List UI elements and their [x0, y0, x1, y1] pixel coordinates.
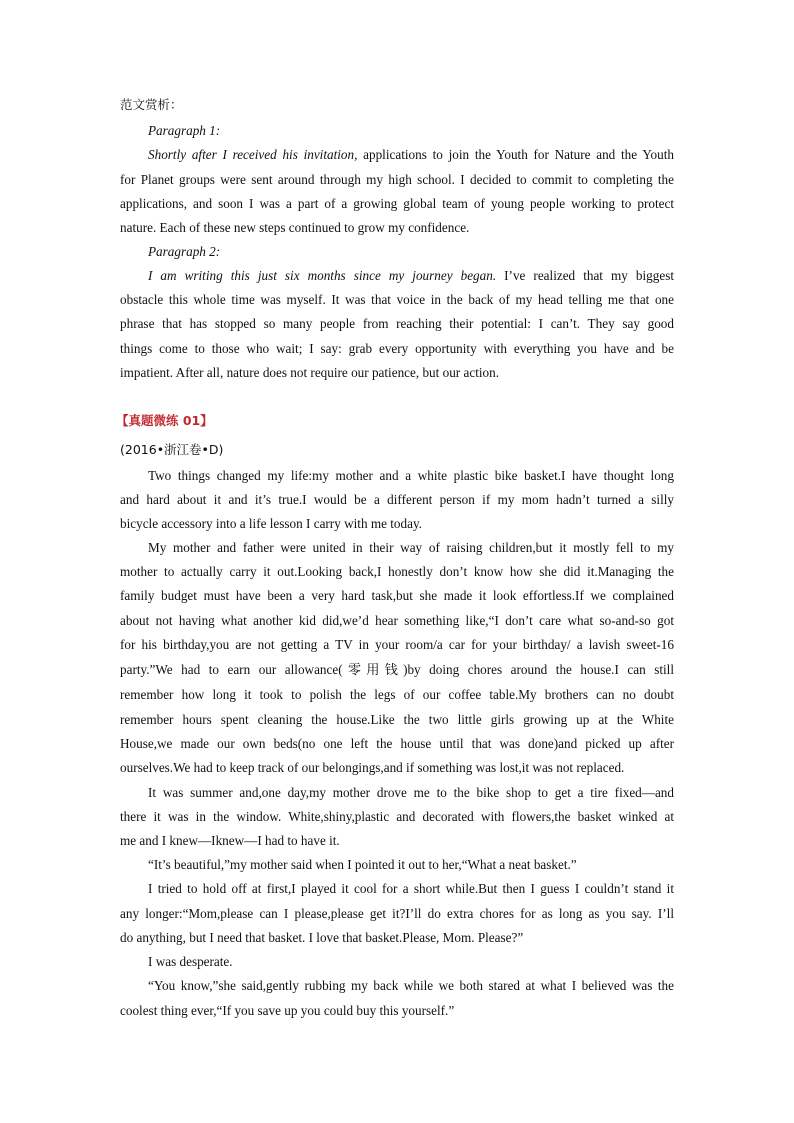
- paragraph-1-line: applications, and soon I was a part of a growing global team of young people working to protect: [120, 196, 674, 211]
- passage-line: bicycle accessory into a life lesson I carry with me today.: [120, 516, 422, 531]
- passage-line: My mother and father were united in their way of raising children,but it mostly fell to my: [148, 540, 674, 555]
- paragraph-2-lead: I am writing this just six months since my journey began.: [148, 268, 497, 283]
- paragraph-1-line-rest: applications to join the Youth for Nature and the Youth: [357, 147, 674, 162]
- paragraph-2-line: phrase that has stopped so many people from reaching their potential: I can’t. They say good: [120, 316, 674, 331]
- passage-line: for his birthday,you are not getting a TV in your room/a car for your birthday/ a lavish sweet-16: [120, 637, 674, 652]
- paragraph-1-label: Paragraph 1:: [148, 123, 221, 138]
- passage-line: about not having what another kid did,we’d hear something like,“I don’t care what so-and-so got: [120, 613, 674, 628]
- paragraph-1-lead: Shortly after I received his invitation,: [148, 147, 358, 162]
- passage-line: I was desperate.: [148, 954, 233, 969]
- passage-line: Two things changed my life:my mother and a white plastic bike basket.I have thought long: [148, 468, 674, 483]
- passage-line: any longer:“Mom,please can I please,please get it?I’ll do extra chores for as long as you say. I’ll: [120, 906, 674, 921]
- passage-line: It was summer and,one day,my mother drove me to the bike shop to get a tire fixed—and: [148, 785, 674, 800]
- passage-line: do anything, but I need that basket. I love that basket.Please, Mom. Please?”: [120, 930, 524, 945]
- passage-line: I tried to hold off at first,I played it cool for a short while.But then I guess I couldn’t stand it: [148, 881, 674, 896]
- passage-line: “It’s beautiful,”my mother said when I pointed it out to her,“What a neat basket.”: [148, 857, 577, 872]
- paragraph-2-line: impatient. After all, nature does not require our patience, but our action.: [120, 365, 500, 380]
- passage-line: me and I knew—Iknew—I had to have it.: [120, 833, 340, 848]
- passage-line: ourselves.We had to keep track of our belongings,and if something was lost,it was not replaced.: [120, 760, 625, 775]
- passage-line: coolest thing ever,“If you save up you could buy this yourself.”: [120, 1003, 455, 1018]
- passage-line: remember how long it took to polish the legs of our coffee table.My brothers can no doubt: [120, 687, 674, 702]
- passage-line: and hard about it and it’s true.I would be a different person if my mom hadn’t turned a silly: [120, 492, 674, 507]
- section-heading: 范文赏析：: [120, 97, 183, 112]
- paragraph-2-line: [148, 268, 674, 284]
- paragraph-2-line-rest: I’ve realized that my biggest: [496, 268, 674, 283]
- passage-line: mother to actually carry it out.Looking back,I honestly don’t know how she did it.Managing the: [120, 564, 674, 579]
- passage-line: party.”We had to earn our allowance(零用钱)by doing chores around the house.I can still: [120, 662, 674, 677]
- passage-line: there it was in the window. White,shiny,plastic and decorated with flowers,the basket winked at: [120, 809, 674, 824]
- passage-line: family budget must have been a very hard task,but she made it look effortless.If we complained: [120, 588, 674, 603]
- paragraph-1-line: for Planet groups were sent around through my high school. I decided to commit to completing the: [120, 172, 674, 187]
- paragraph-1-line: nature. Each of these new steps continued to grow my confidence.: [120, 220, 470, 235]
- paragraph-2-line: things come to those who wait; I say: grab every opportunity with everything you have and be: [120, 341, 674, 356]
- passage-line: “You know,”she said,gently rubbing my back while we both stared at what I believed was the: [148, 978, 674, 993]
- passage-line: remember hours spent cleaning the house.Like the two little girls growing up at the White: [120, 712, 674, 727]
- exercise-title: 【真题微练 01】: [116, 413, 213, 428]
- passage-line: House,we made our own beds(no one left the house until that was done)and picked up after: [120, 736, 674, 751]
- exercise-source: (2016•浙江卷•D): [120, 442, 224, 457]
- paragraph-2-line: obstacle this whole time was myself. It was that voice in the back of my head telling me that one: [120, 292, 674, 307]
- paragraph-1-line: [148, 147, 674, 163]
- paragraph-2-label: Paragraph 2:: [148, 244, 221, 259]
